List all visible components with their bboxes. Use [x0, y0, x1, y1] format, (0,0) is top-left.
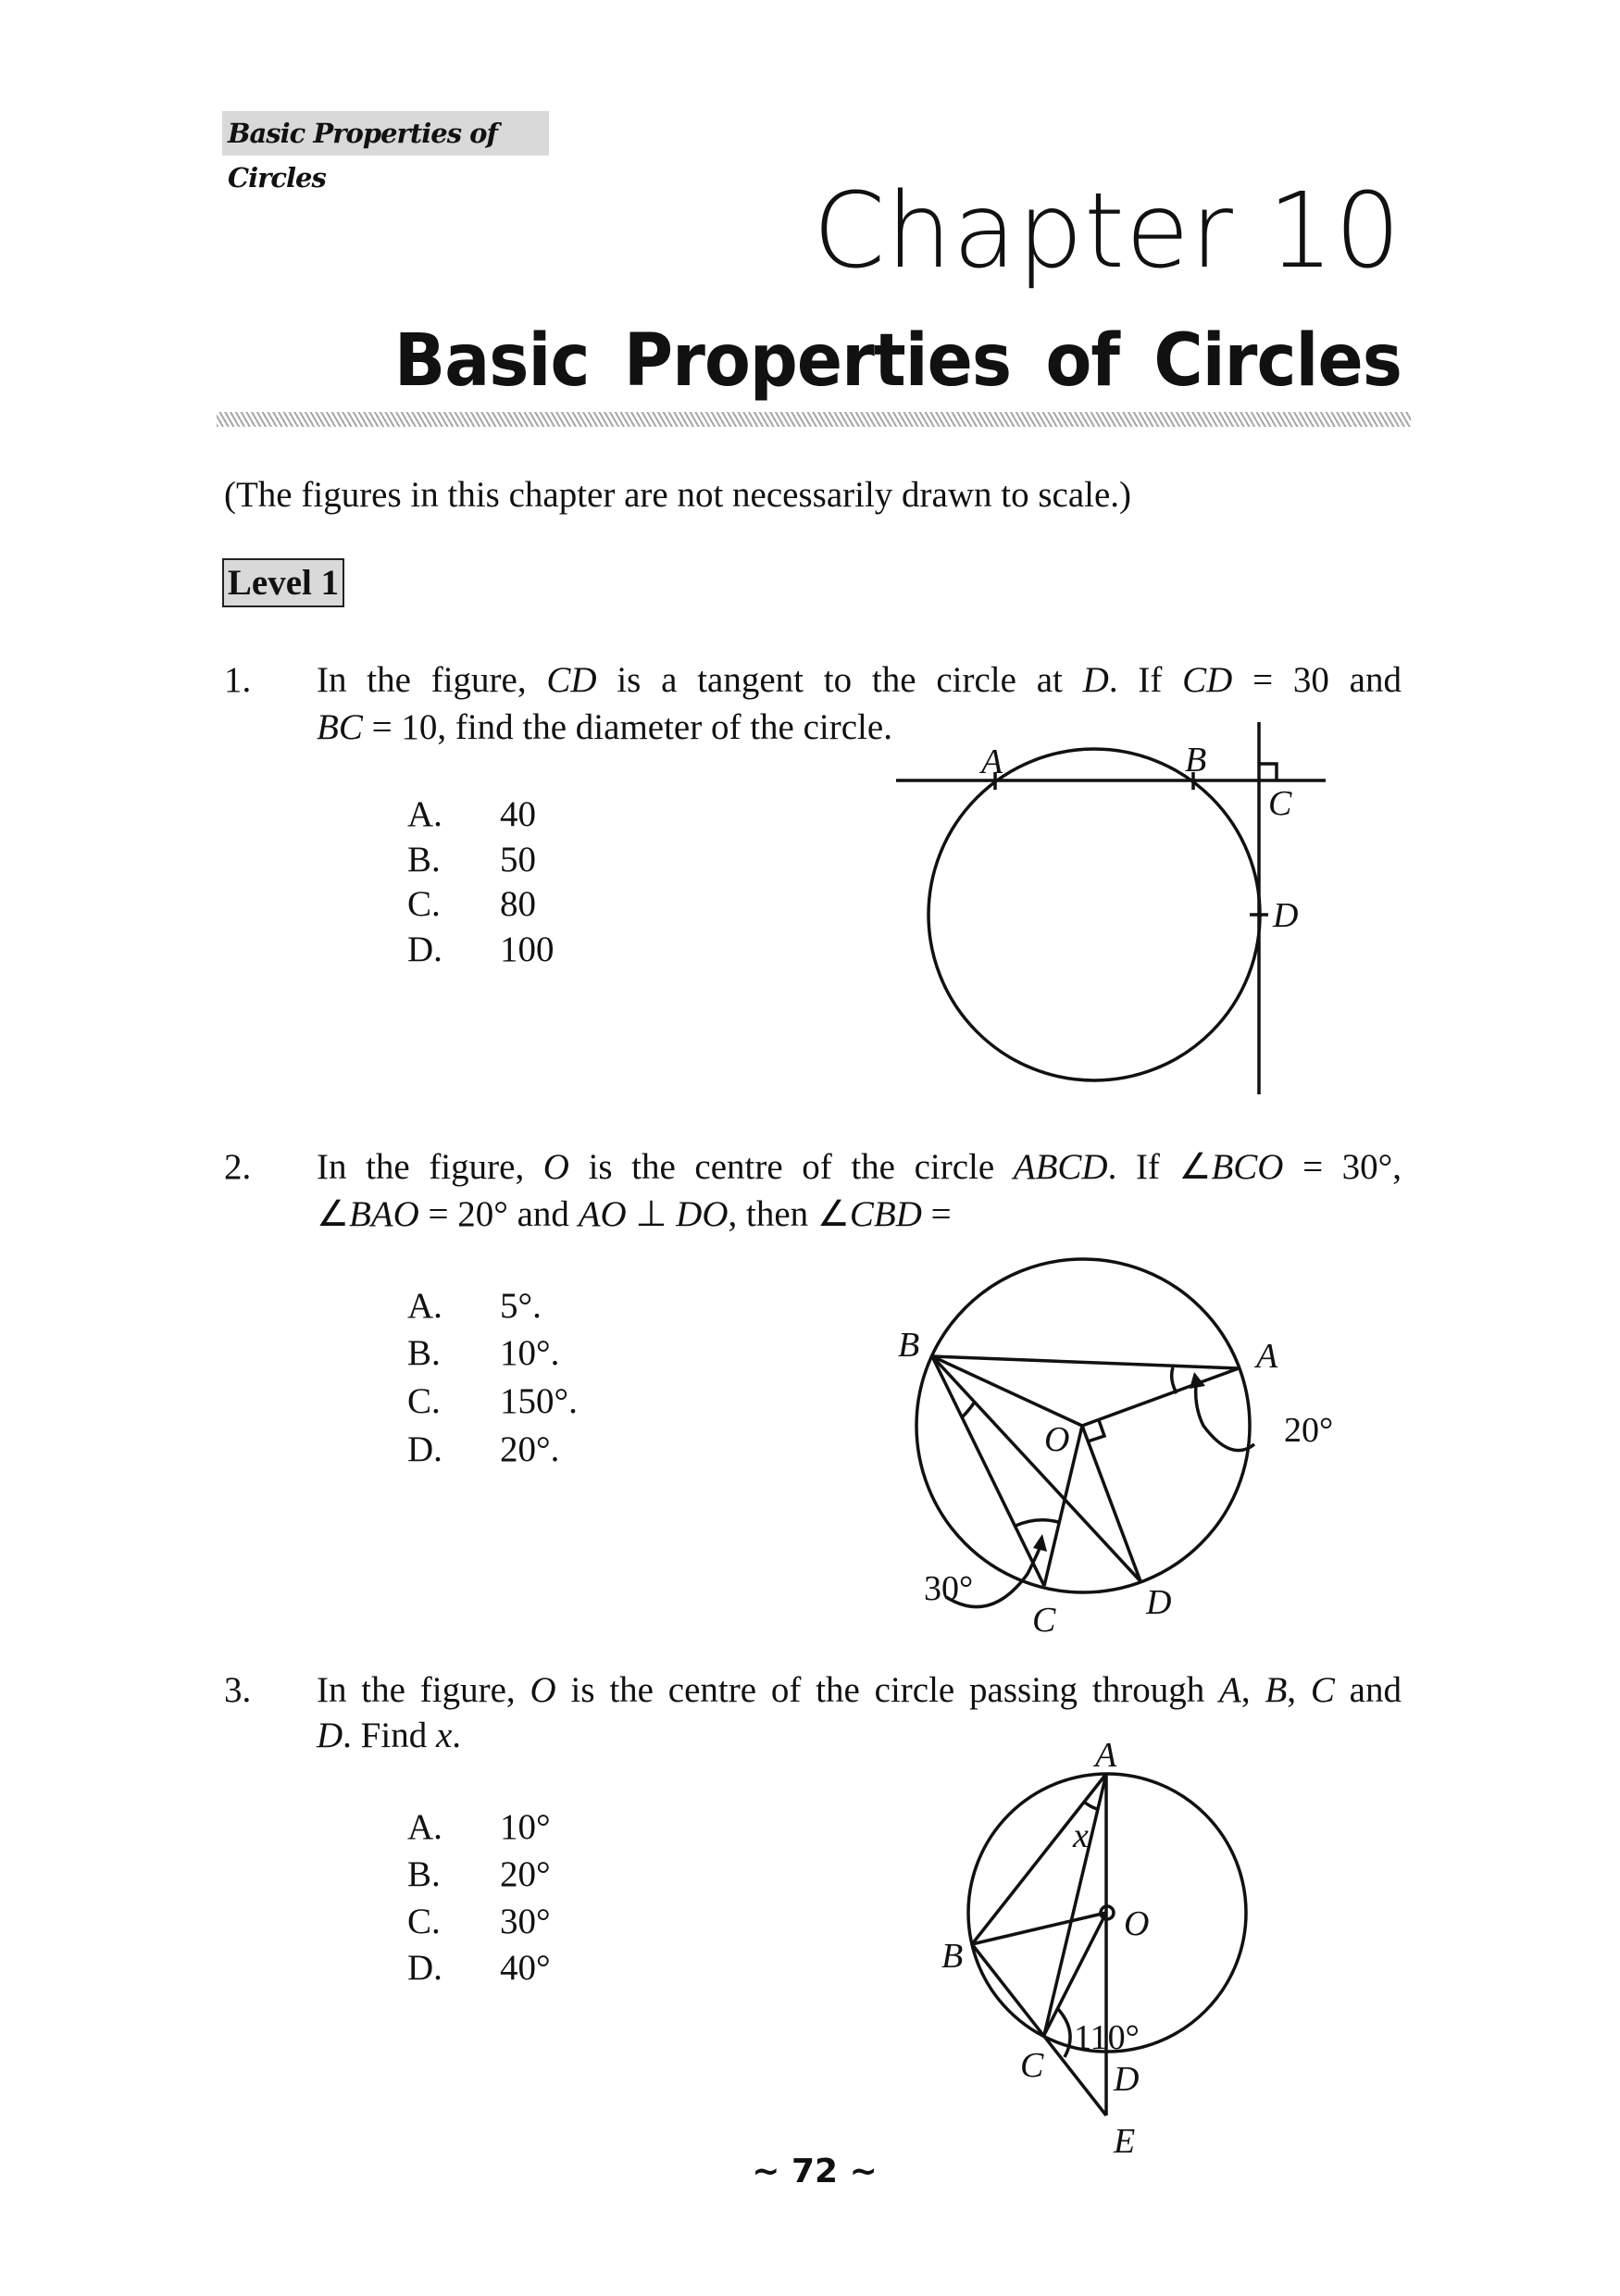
text-run: = 10, find the diameter of the circle.	[362, 707, 892, 747]
option-value: 30°	[500, 1902, 551, 1941]
text-run: In the figure,	[317, 1670, 530, 1710]
text-run: ,	[1240, 1670, 1265, 1710]
segment-oa	[1082, 1368, 1239, 1426]
segment-bo	[932, 1356, 1082, 1426]
label-o: O	[1124, 1904, 1150, 1943]
segment-od	[1082, 1426, 1140, 1581]
option-letter: B.	[407, 840, 441, 880]
option-value: 10°.	[500, 1333, 560, 1373]
level-badge: Level 1	[222, 558, 344, 607]
option-value: 20°.	[500, 1429, 560, 1469]
question-number: 1.	[224, 660, 252, 700]
math-variable: BC	[317, 707, 363, 747]
text-run: is the centre of the circle	[568, 1147, 1014, 1187]
math-variable: D	[317, 1716, 343, 1755]
text-run: . If	[1108, 660, 1183, 700]
running-head: Basic Properties of Circles	[222, 111, 549, 156]
option-letter: B.	[407, 1333, 441, 1373]
label-b: B	[941, 1937, 964, 1976]
text-run: and	[1334, 1670, 1402, 1710]
label-o: O	[1044, 1420, 1070, 1459]
option-value: 80	[500, 884, 536, 924]
figure-q2	[898, 1259, 1333, 1640]
option-value: 50	[500, 840, 536, 880]
option-value: 20°	[500, 1854, 551, 1894]
arrowhead	[1033, 1534, 1047, 1552]
text-run: = 30 and	[1232, 660, 1402, 700]
angle-label-20: 20°	[1284, 1411, 1334, 1450]
label-d: D	[1273, 896, 1299, 935]
math-variable: B	[1265, 1670, 1288, 1710]
math-variable: BCO	[1211, 1147, 1284, 1187]
right-angle-mark	[1259, 764, 1277, 780]
figure-q1	[896, 722, 1326, 1094]
angle-label-110: 110°	[1074, 2018, 1140, 2057]
text-run: is a tangent to the circle at	[596, 660, 1083, 700]
figure-q3	[941, 1736, 1246, 2161]
option-value: 5°.	[500, 1286, 542, 1326]
option-value: 40	[500, 794, 536, 834]
option-value: 100	[500, 930, 555, 969]
math-variable: DO	[676, 1194, 729, 1234]
question-number: 2.	[224, 1147, 252, 1187]
text-run: In the figure,	[317, 660, 547, 700]
chord-ba	[932, 1356, 1239, 1368]
text-run: In the figure,	[317, 1147, 543, 1187]
math-variable: x	[435, 1716, 453, 1755]
chapter-title: Basic Properties of Circles	[393, 319, 1402, 403]
math-variable: O	[542, 1147, 569, 1187]
angle-arc	[963, 1402, 975, 1416]
label-d: D	[1114, 2060, 1140, 2099]
math-variable: AO	[578, 1194, 627, 1234]
chord-bc	[932, 1356, 1044, 1586]
question-number: 3.	[224, 1670, 252, 1710]
option-letter: A.	[407, 794, 442, 834]
label-a: A	[1095, 1736, 1117, 1775]
option-letter: C.	[407, 884, 441, 924]
label-c: C	[1268, 784, 1292, 823]
math-variable: D	[1082, 660, 1109, 700]
option-value: 40°	[500, 1948, 551, 1988]
math-variable: ABCD	[1013, 1147, 1108, 1187]
circle	[928, 749, 1260, 1080]
text-run: is the centre of the circle passing through	[555, 1670, 1220, 1710]
angle-arc-x	[1085, 1803, 1098, 1809]
text-run: ∠	[317, 1194, 349, 1234]
label-a: A	[981, 742, 1003, 781]
chapter-label: Chapter 10	[813, 171, 1402, 292]
text-run: . Find	[343, 1716, 436, 1755]
option-letter: D.	[407, 930, 442, 969]
math-variable: O	[530, 1670, 556, 1710]
option-letter: A.	[407, 1286, 442, 1326]
scale-note: (The figures in this chapter are not necessarily drawn to scale.)	[224, 475, 1132, 515]
text-run: .	[452, 1716, 462, 1755]
math-variable: CD	[1182, 660, 1233, 700]
math-variable: CD	[546, 660, 597, 700]
option-letter: A.	[407, 1807, 442, 1847]
option-letter: B.	[407, 1854, 441, 1894]
option-value: 150°.	[500, 1381, 578, 1421]
page-number: ~ 72 ~	[752, 2152, 878, 2190]
option-letter: C.	[407, 1381, 441, 1421]
label-b: B	[1185, 741, 1207, 780]
label-x: x	[1073, 1816, 1089, 1855]
text-run: ,	[1287, 1670, 1311, 1710]
angle-label-30: 30°	[924, 1569, 974, 1608]
label-e: E	[1114, 2122, 1136, 2161]
math-variable: CBD	[849, 1194, 922, 1234]
label-b: B	[898, 1326, 920, 1365]
angle-arc-110	[1058, 2009, 1070, 2057]
math-variable: A	[1219, 1670, 1241, 1710]
text-run: = 30°,	[1283, 1147, 1402, 1187]
angle-arc-a	[1172, 1367, 1177, 1393]
text-run: ⊥	[626, 1194, 677, 1234]
option-letter: D.	[407, 1429, 442, 1469]
option-letter: C.	[407, 1902, 441, 1941]
text-run: = 20° and	[418, 1194, 579, 1234]
option-letter: D.	[407, 1948, 442, 1988]
text-run: =	[921, 1194, 952, 1234]
angle-arc-c	[1016, 1520, 1058, 1526]
label-c: C	[1020, 2046, 1044, 2085]
option-value: 10°	[500, 1807, 551, 1847]
text-run: , then ∠	[728, 1194, 850, 1234]
math-variable: C	[1310, 1670, 1335, 1710]
segment-oc	[1044, 1913, 1106, 2035]
text-run: . If ∠	[1107, 1147, 1212, 1187]
label-a: A	[1256, 1337, 1278, 1376]
math-variable: BAO	[348, 1194, 419, 1234]
label-c: C	[1032, 1601, 1056, 1640]
label-d: D	[1146, 1583, 1172, 1622]
